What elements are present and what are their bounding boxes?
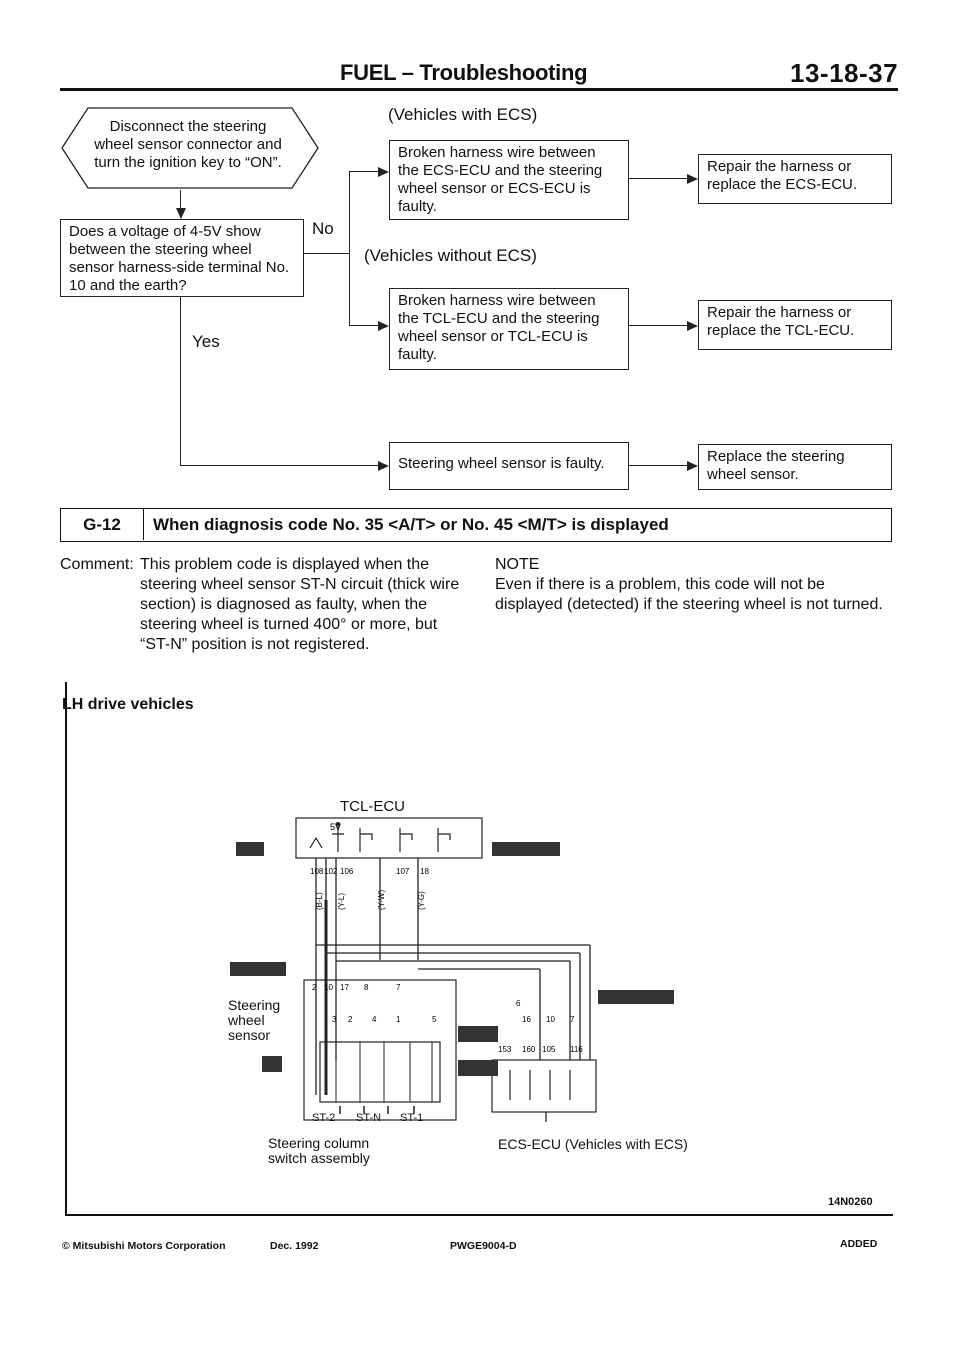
ecs-ecu-label: ECS-ECU (Vehicles with ECS) [498,1136,688,1152]
wire-color-label: (Y-W) [377,889,386,910]
arrow-right-icon [378,461,389,471]
wire-color-label: (B-L) [315,892,324,910]
tcl-cause-text: Broken harness wire between the TCL-ECU and the steering wheel sensor or TCL-ECU is faulty. [398,292,600,363]
terminal-label: 16 [522,1015,531,1024]
terminal-label: 160 [522,1045,536,1054]
connector-line [629,178,689,179]
note-title: NOTE [495,556,540,573]
terminal-label: 18 [420,867,429,876]
sensor-label: Steering wheel sensor [228,997,281,1043]
figure-id: 14N0260 [828,1196,873,1208]
diagnosis-title: When diagnosis code No. 35 <A/T> or No. 45 <M/T> is displayed [153,515,669,534]
terminal-label: 4 [372,1015,377,1024]
yes-cause-box [389,442,629,490]
terminal-label: 6 [516,999,521,1008]
ecs-action-box [698,154,892,204]
connector-line [304,253,350,254]
five-volt-label: 5V [330,822,342,832]
yes-cause-text: Steering wheel sensor is faulty. [398,455,605,472]
terminal-label: 2 [348,1015,353,1024]
section-title: FUEL – Troubleshooting [340,60,588,85]
tcl-cause-box [389,288,629,370]
wire-color-label: (Y-L) [337,892,346,910]
terminal-label: 106 [340,867,354,876]
st-label-1: ST-2 [312,1112,336,1124]
wire-color-label: (Y-G) [417,891,426,910]
connector-line [629,325,689,326]
terminal-label: 8 [364,983,369,992]
connector-line [180,297,181,466]
yes-action-box [698,444,892,490]
terminal-label: 153 [498,1045,512,1054]
header-rule [60,88,898,91]
no-label: No [312,219,334,238]
ecs-cause-text: Broken harness wire between the ECS-ECU and the steering wheel sensor or ECS-ECU is faulty. [398,144,603,215]
arrow-right-icon [378,167,389,177]
yes-label: Yes [192,332,220,351]
terminal-label: 10 [546,1015,555,1024]
diagram-heading: LH drive vehicles [62,696,194,713]
st-label-2: ST-N [356,1112,382,1124]
arrow-right-icon [687,461,698,471]
terminal-label: 10 [324,983,333,992]
footer-copyright: © Mitsubishi Motors Corporation [62,1240,226,1252]
start-step-text: Disconnect the steering wheel sensor connector and turn the ignition key to “ON”. [94,118,282,171]
footer-status: ADDED [840,1238,878,1250]
terminal-label: 105 [542,1045,556,1054]
comment-text: This problem code is displayed when the steering wheel sensor ST-N circuit (thick wire section) is diagnosed as faulty, when the steering wheel is turned 400° or more, but “ST-N” position is not registered. [140,556,460,653]
terminal-label: 1 [396,1015,401,1024]
column-label: Steering column switch assembly [268,1135,370,1166]
ecs-action-text: Repair the harness or replace the ECS-ECU. [707,158,858,193]
terminal-label: 108 [310,867,324,876]
terminal-label: 5 [432,1015,437,1024]
terminal-label: 3 [332,1015,337,1024]
terminal-label: 2 [312,983,317,992]
arrow-right-icon [687,174,698,184]
terminal-label: 102 [324,867,338,876]
wiring-diagram [220,810,690,1140]
diagnosis-code: G-12 [61,509,144,540]
diagram-left-rule [65,682,67,1215]
connector-line [180,465,385,466]
yes-action-text: Replace the steering wheel sensor. [707,448,845,483]
diagram-bottom-rule [65,1214,893,1216]
terminal-label: 107 [396,867,410,876]
diagnosis-header [60,508,892,542]
question-box [60,219,304,297]
arrow-right-icon [378,321,389,331]
page-number: 13-18-37 [790,58,899,88]
tcl-action-text: Repair the harness or replace the TCL-ECU. [707,304,855,339]
comment-label: Comment: [60,556,134,573]
terminal-label: 116 [570,1045,583,1054]
tcl-action-box [698,300,892,350]
arrow-down-icon [176,208,186,219]
no-ecs-heading: (Vehicles without ECS) [364,246,537,265]
terminal-label: 17 [340,983,349,992]
question-text: Does a voltage of 4-5V show between the steering wheel sensor harness-side terminal No. 10 and the earth? [69,223,290,294]
tcl-ecu-label: TCL-ECU [340,798,406,815]
ecs-heading: (Vehicles with ECS) [388,105,538,124]
connector-line [629,465,689,466]
st-label-3: ST-1 [400,1112,424,1124]
terminal-label: 7 [570,1015,575,1024]
arrow-right-icon [687,321,698,331]
footer-date: Dec. 1992 [270,1240,319,1252]
ecs-cause-box [389,140,629,220]
footer-pub-code: PWGE9004-D [450,1240,517,1252]
terminal-label: 7 [396,983,401,992]
note-text: Even if there is a problem, this code will not be displayed (detected) if the steering wheel is not turned. [495,576,883,613]
connector-line [349,171,350,326]
